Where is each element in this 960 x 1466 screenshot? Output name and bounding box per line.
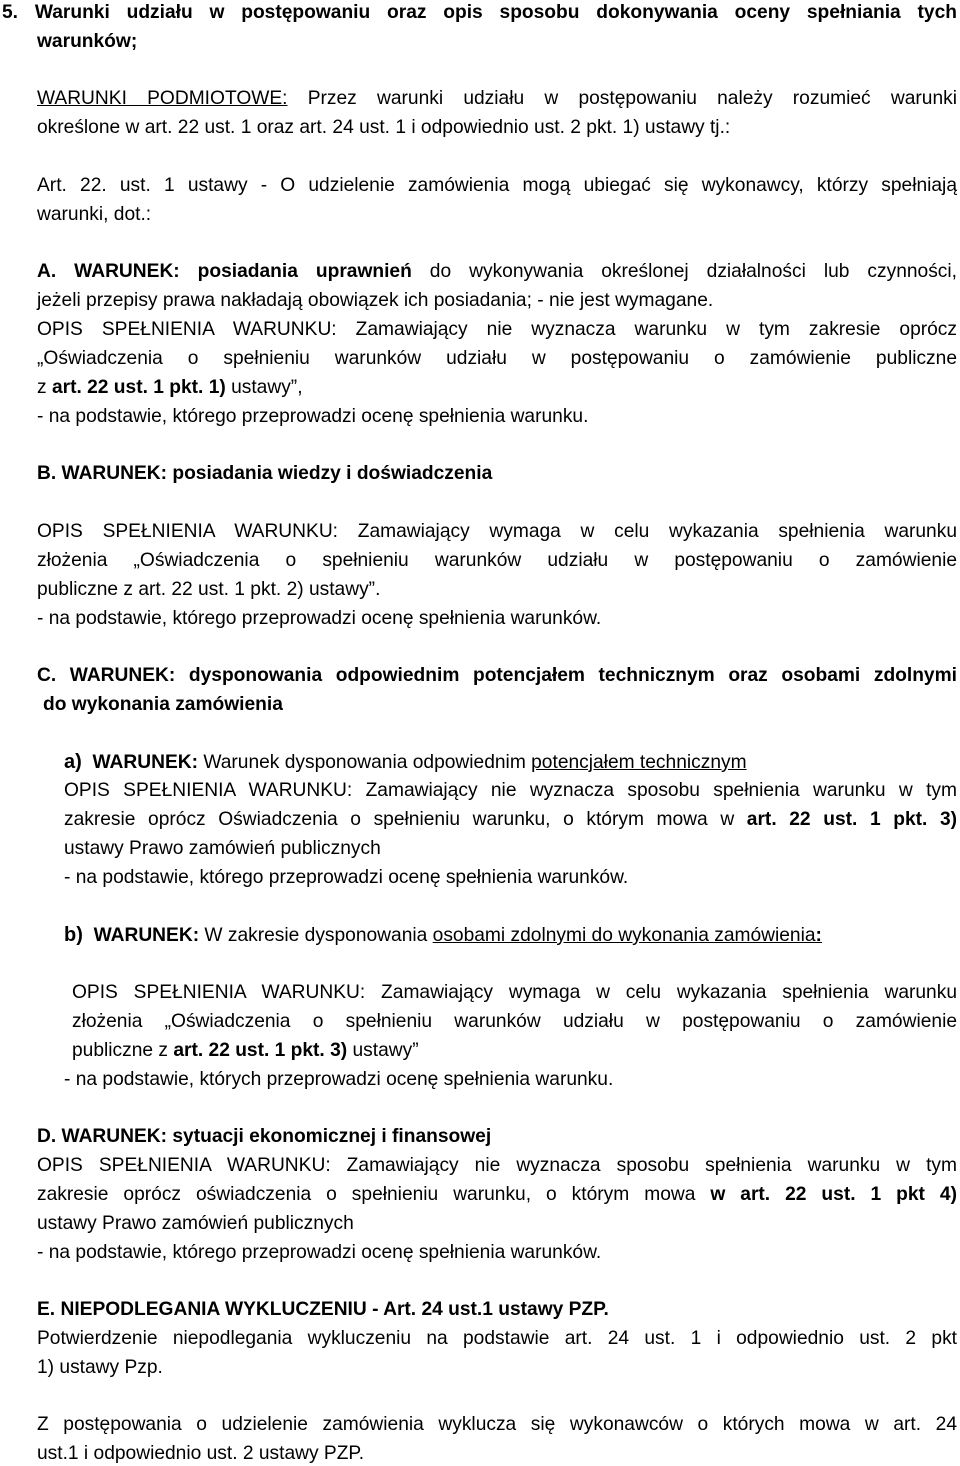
condition-c-a-title (64, 750, 957, 775)
art-line-2: warunki, dot.: (37, 204, 152, 225)
section-5-title-text: Warunki udziału w postępowaniu oraz opis sposobu dokonywania oceny spełniania tych (34, 2, 957, 23)
condition-d-line-2-a: zakresie oprócz oświadczenia o spełnieniu warunku, o którym mowa (37, 1184, 711, 1205)
condition-c-heading-line-2: do wykonania zamówienia (43, 694, 283, 715)
condition-c-b-line-2: złożenia „Oświadczenia o spełnieniu warunków udziału w postępowaniu o zamówienie (72, 1011, 957, 1032)
condition-b-line-3: publiczne z art. 22 ust. 1 pkt. 2) ustawy”. (37, 579, 381, 600)
condition-c-a-warunek: WARUNEK: (92, 752, 198, 773)
condition-b-heading: B. WARUNEK: posiadania wiedzy i doświadczenia (37, 463, 493, 484)
condition-a-heading: A. WARUNEK: posiadania uprawnień (37, 261, 412, 282)
condition-c-a-line-4: - na podstawie, którego przeprowadzi ocenę spełnienia warunków. (64, 867, 629, 888)
condition-c-b-line-3-a: publiczne z (72, 1040, 174, 1061)
condition-a-line-3: OPIS SPEŁNIENIA WARUNKU: Zamawiający nie wyznacza warunku w tym zakresie oprócz (37, 319, 957, 340)
condition-c-heading-line-1: C. WARUNEK: dysponowania odpowiednim potencjałem technicznym oraz osobami zdolnymi (37, 665, 957, 686)
condition-e-line-4: ust.1 i odpowiednio ust. 2 ustawy PZP. (37, 1443, 365, 1464)
intro-line-1 (37, 87, 957, 111)
condition-c-a-line-2-b: art. 22 ust. 1 pkt. 3) (746, 809, 958, 830)
condition-a-line-1 (37, 260, 957, 284)
condition-b-line-4: - na podstawie, którego przeprowadzi ocenę spełnienia warunków. (37, 608, 602, 629)
section-number: 5. (2, 2, 19, 23)
condition-c-a-line-3: ustawy Prawo zamówień publicznych (64, 838, 381, 859)
condition-b-line-1: OPIS SPEŁNIENIA WARUNKU: Zamawiający wymaga w celu wykazania spełnienia warunku (37, 521, 957, 542)
condition-c-a-line-2 (64, 808, 957, 832)
condition-c-b-title (64, 923, 957, 948)
condition-c-b-line-1: OPIS SPEŁNIENIA WARUNKU: Zamawiający wymaga w celu wykazania spełnienia warunku (72, 982, 957, 1003)
condition-a-line-5-c: ustawy”, (225, 377, 303, 398)
section-5-title-line-1 (2, 1, 957, 25)
art-line-1: Art. 22. ust. 1 ustawy - O udzielenie zamówienia mogą ubiegać się wykonawcy, którzy spełniają (37, 175, 957, 196)
condition-c-b-warunek: WARUNEK: (93, 925, 200, 946)
condition-c-b-line-4: - na podstawie, których przeprowadzi ocenę spełnienia warunku. (64, 1069, 614, 1090)
intro-line-1-text: Przez warunki udziału w postępowaniu należy rozumieć warunki (287, 88, 957, 109)
condition-c-a-label: a) (64, 751, 82, 773)
condition-c-b-line-3-c: ustawy” (347, 1040, 419, 1061)
condition-c-a-line-1: OPIS SPEŁNIENIA WARUNKU: Zamawiający nie wyznacza sposobu spełnienia warunku w tym (64, 780, 957, 801)
condition-c-b-label: b) (64, 924, 83, 946)
condition-d-heading: D. WARUNEK: sytuacji ekonomicznej i finansowej (37, 1126, 492, 1147)
condition-e-heading: E. NIEPODLEGANIA WYKLUCZENIU - Art. 24 ust.1 ustawy PZP. (37, 1299, 609, 1320)
condition-c-a-underlined: potencjałem technicznym (531, 752, 747, 773)
condition-c-a-text: Warunek dysponowania odpowiednim (198, 752, 532, 773)
condition-a-line-5 (37, 376, 957, 400)
condition-d-line-2-b: w art. 22 ust. 1 pkt 4) (710, 1184, 957, 1205)
condition-a-line-2: jeżeli przepisy prawa nakładają obowiązek ich posiadania; - nie jest wymagane. (37, 290, 714, 311)
condition-a-line-1-text: do wykonywania określonej działalności lub czynności, (411, 261, 957, 282)
condition-a-line-5-b: art. 22 ust. 1 pkt. 1) (51, 377, 226, 398)
intro-line-2: określone w art. 22 ust. 1 oraz art. 24 ust. 1 i odpowiednio ust. 2 pkt. 1) ustawy tj.: (37, 117, 731, 138)
condition-d-line-1: OPIS SPEŁNIENIA WARUNKU: Zamawiający nie wyznacza sposobu spełnienia warunku w tym (37, 1155, 957, 1176)
condition-c-b-line-3-b: art. 22 ust. 1 pkt. 3) (173, 1040, 348, 1061)
condition-c-b-text: W zakresie dysponowania (199, 925, 433, 946)
condition-a-line-4: „Oświadczenia o spełnieniu warunków udziału w postępowaniu o zamówienie publiczne (37, 348, 957, 369)
subjective-conditions-label: WARUNKI PODMIOTOWE: (37, 88, 288, 109)
condition-a-line-6: - na podstawie, którego przeprowadzi ocenę spełnienia warunku. (37, 406, 589, 427)
section-5-title-line-2: warunków; (37, 31, 138, 52)
condition-c-b-colon: : (815, 925, 822, 946)
condition-d-line-2 (37, 1183, 957, 1207)
condition-a-line-5-a: z (37, 377, 52, 398)
condition-d-line-4: - na podstawie, którego przeprowadzi ocenę spełnienia warunków. (37, 1242, 602, 1263)
condition-c-a-line-2-a: zakresie oprócz Oświadczenia o spełnieniu warunku, o którym mowa w (64, 809, 747, 830)
condition-e-line-1: Potwierdzenie niepodlegania wykluczeniu na podstawie art. 24 ust. 1 i odpowiednio ust. 2 pkt (37, 1328, 957, 1349)
condition-b-line-2: złożenia „Oświadczenia o spełnieniu warunków udziału w postępowaniu o zamówienie (37, 550, 957, 571)
condition-e-line-2: 1) ustawy Pzp. (37, 1357, 163, 1378)
condition-d-line-3: ustawy Prawo zamówień publicznych (37, 1213, 354, 1234)
condition-c-b-underlined: osobami zdolnymi do wykonania zamówienia (432, 925, 816, 946)
condition-e-line-3: Z postępowania o udzielenie zamówienia wyklucza się wykonawców o których mowa w art. 24 (37, 1414, 957, 1435)
condition-c-b-line-3 (72, 1039, 960, 1063)
